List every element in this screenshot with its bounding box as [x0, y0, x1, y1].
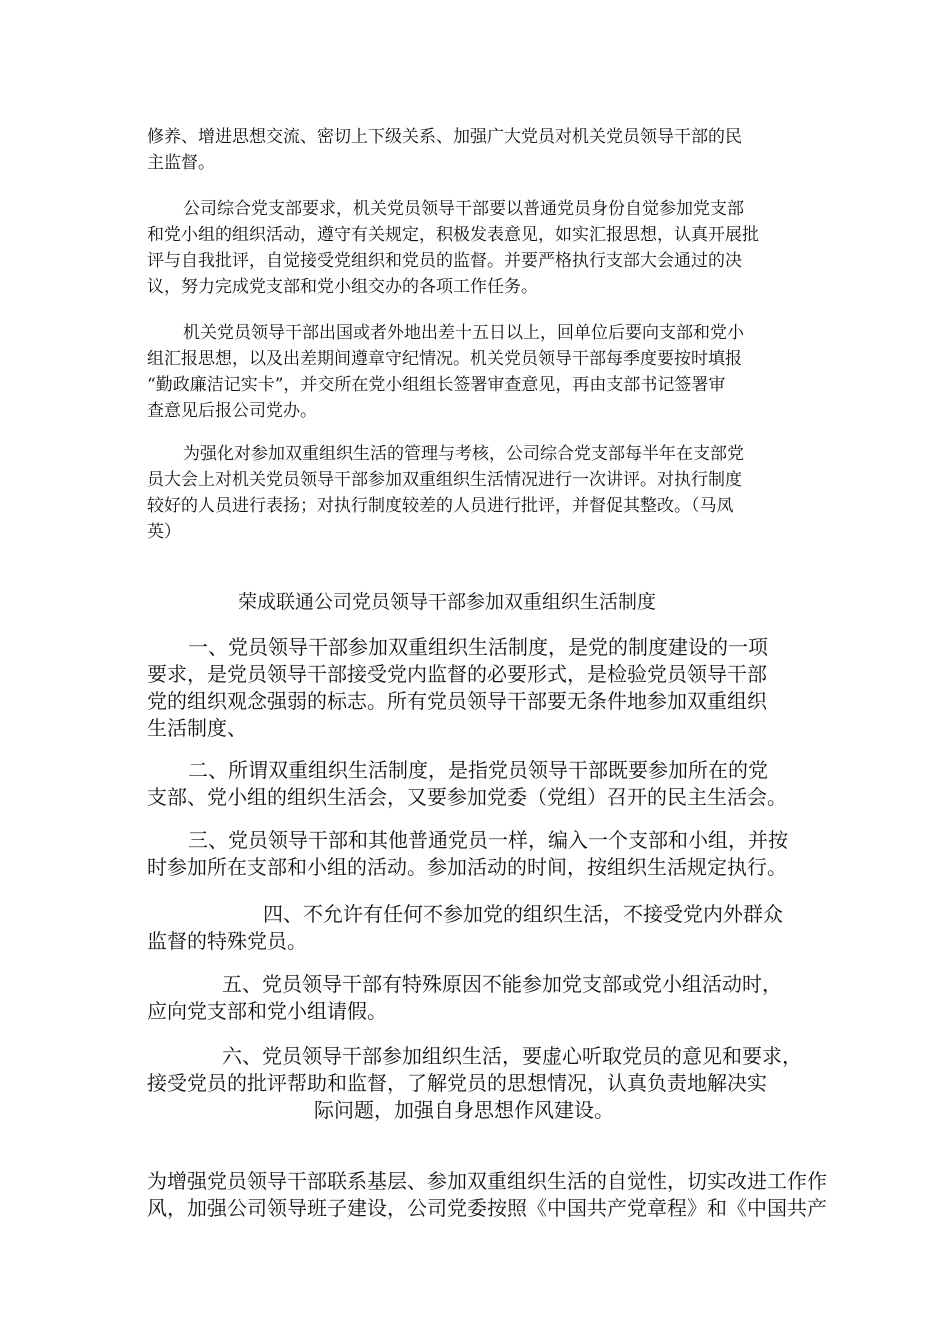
paragraph-1-line-1: 修养、增进思想交流、密切上下级关系、加强广大党员对机关党员领导干部的民 [147, 127, 742, 147]
item-1-line-3: 党的组织观念强弱的标志。所有党员领导干部要无条件地参加双重组织 [147, 689, 767, 713]
item-1-line-4: 生活制度、 [147, 716, 247, 740]
item-3-line-2: 时参加所在支部和小组的活动。参加活动的时间，按组织生活规定执行。 [147, 855, 787, 879]
paragraph-3-line-3: “勤政廉洁记实卡”，并交所在党小组组长签署审查意见，再由支部书记签署审 [147, 375, 726, 395]
paragraph-2-line-1: 公司综合党支部要求，机关党员领导干部要以普通党员身份自觉参加党支部 [183, 199, 744, 219]
section-title: 荣成联通公司党员领导干部参加双重组织生活制度 [238, 591, 657, 613]
paragraph-4-line-3: 较好的人员进行表扬；对执行制度较差的人员进行批评，并督促其整改。（马凤 [147, 496, 734, 516]
paragraph-4-line-2: 员大会上对机关党员领导干部参加双重组织生活情况进行一次讲评。对执行制度 [147, 470, 742, 490]
item-1-line-2: 要求，是党员领导干部接受党内监督的必要形式，是检验党员领导干部 [147, 662, 767, 686]
item-1-line-1: 一、党员领导干部参加双重组织生活制度，是党的制度建设的一项 [188, 635, 768, 659]
paragraph-3-line-2: 组汇报思想，以及出差期间遵章守纪情况。机关党员领导干部每季度要按时填报 [147, 349, 742, 369]
item-3-line-1: 三、党员领导干部和其他普通党员一样，编入一个支部和小组，并按 [188, 828, 788, 852]
closing-paragraph-line-1: 为增强党员领导干部联系基层、参加双重组织生活的自觉性，切实改进工作作 [147, 1169, 827, 1193]
item-6-line-3: 际问题，加强自身思想作风建设。 [314, 1098, 614, 1122]
closing-paragraph-line-2: 风，加强公司领导班子建设，公司党委按照《中国共产党章程》和《中国共产 [147, 1196, 827, 1220]
paragraph-4-line-4: 英） [147, 522, 181, 542]
item-6-line-2: 接受党员的批评帮助和监督，了解党员的思想情况，认真负责地解决实 [147, 1071, 767, 1095]
paragraph-2-line-2: 和党小组的组织活动，遵守有关规定，积极发表意见，如实汇报思想，认真开展批 [147, 225, 759, 245]
item-4-line-1: 四、不允许有任何不参加党的组织生活，不接受党内外群众 [263, 902, 783, 926]
paragraph-3-line-4: 查意见后报公司党办。 [147, 401, 317, 421]
item-4-line-2: 监督的特殊党员。 [147, 929, 307, 953]
item-5-line-2: 应向党支部和党小组请假。 [147, 999, 387, 1023]
item-5-line-1: 五、党员领导干部有特殊原因不能参加党支部或党小组活动时， [222, 972, 782, 996]
paragraph-4-line-1: 为强化对参加双重组织生活的管理与考核，公司综合党支部每半年在支部党 [183, 444, 744, 464]
item-2-line-2: 支部、党小组的组织生活会，又要参加党委（党组）召开的民主生活会。 [147, 785, 787, 809]
paragraph-2-line-3: 评与自我批评，自觉接受党组织和党员的监督。并要严格执行支部大会通过的决 [147, 251, 742, 271]
paragraph-3-line-1: 机关党员领导干部出国或者外地出差十五日以上，回单位后要向支部和党小 [183, 323, 744, 343]
item-2-line-1: 二、所谓双重组织生活制度，是指党员领导干部既要参加所在的党 [188, 758, 768, 782]
paragraph-1-line-2: 主监督。 [147, 153, 215, 173]
item-6-line-1: 六、党员领导干部参加组织生活，要虚心听取党员的意见和要求， [222, 1044, 802, 1068]
paragraph-2-line-4: 议，努力完成党支部和党小组交办的各项工作任务。 [147, 277, 538, 297]
